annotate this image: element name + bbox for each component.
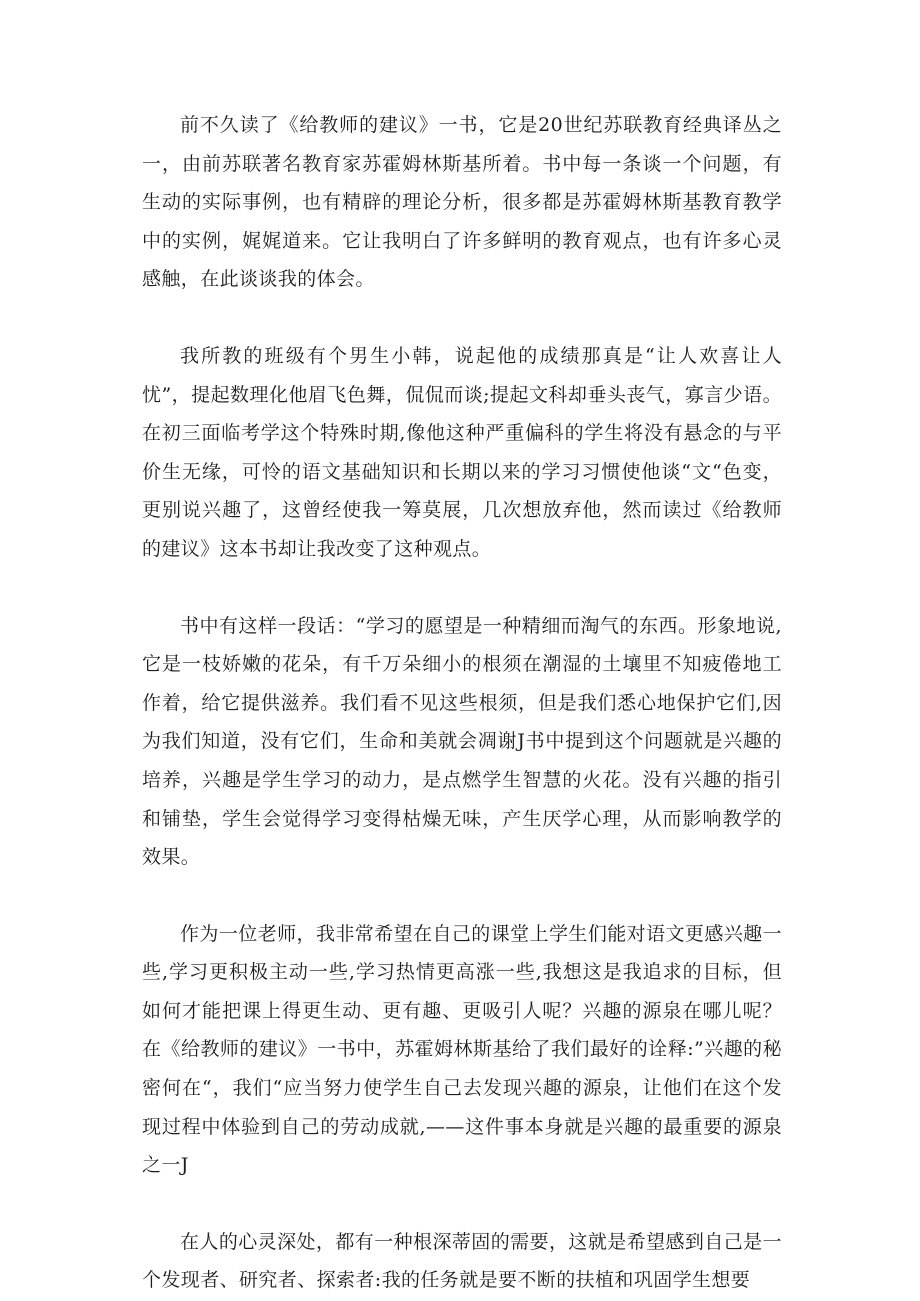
paragraph-discovery-need: 在人的心灵深处，都有一种根深蒂固的需要，这就是希望感到自己是一个发现者、研究者、探索者:我的任务就是要不断的扶植和巩固学生想要 bbox=[142, 1230, 782, 1292]
paragraph-intro: 前不久读了《给教师的建议》一书，它是20世纪苏联教育经典译丛之一，由前苏联著名教育家苏霍姆林斯基所着。书中每一条谈一个问题，有生动的实际事例，也有精辟的理论分析，很多都是苏霍姆林斯基教育教学中的实例，娓娓道来。它让我明白了许多鲜明的教育观点，也有许多心灵感触，在此谈谈我的体会。 bbox=[142, 114, 782, 291]
paragraph-interest-source: 作为一位老师，我非常希望在自己的课堂上学生们能对语文更感兴趣一些,学习更积极主动一些,学习热情更高涨一些,我想这是我追求的目标，但如何才能把课上得更生动、更有趣、更吸引人呢？兴趣的源泉在哪儿呢？在《给教师的建议》一书中，苏霍姆林斯基给了我们最好的诠释:”兴趣的秘密何在“，我们“应当努力使学生自己去发现兴趣的源泉，让他们在这个发现过程中体验到自己的劳动成就,——这件事本身就是兴趣的最重要的源泉之一J bbox=[142, 922, 782, 1177]
paragraph-student-story: 我所教的班级有个男生小韩，说起他的成绩那真是“让人欢喜让人忧”，提起数理化他眉飞色舞，侃侃而谈;提起文科却垂头丧气，寡言少语。在初三面临考学这个特殊时期,像他这种严重偏科的学生将没有悬念的与平价生无缘，可怜的语文基础知识和长期以来的学习习惯使他谈“文“色变，更别说兴趣了，这曾经使我一筹莫展，几次想放弃他，然而读过《给教师的建议》这本书却让我改变了这种观点。 bbox=[142, 344, 782, 560]
document-body bbox=[142, 106, 782, 1300]
paragraph-book-quote: 书中有这样一段话：“学习的愿望是一种精细而淘气的东西。形象地说,它是一枝娇嫩的花朵，有千万朵细小的根须在潮湿的土壤里不知疲倦地工作着，给它提供滋养。我们看不见这些根须，但是我们悉心地保护它们,因为我们知道，没有它们，生命和美就会凋谢J书中提到这个问题就是兴趣的培养，兴趣是学生学习的动力，是点燃学生智慧的火花。没有兴趣的指引和铺垫，学生会觉得学习变得枯燥无味，产生厌学心理，从而影响教学的效果。 bbox=[142, 614, 782, 869]
